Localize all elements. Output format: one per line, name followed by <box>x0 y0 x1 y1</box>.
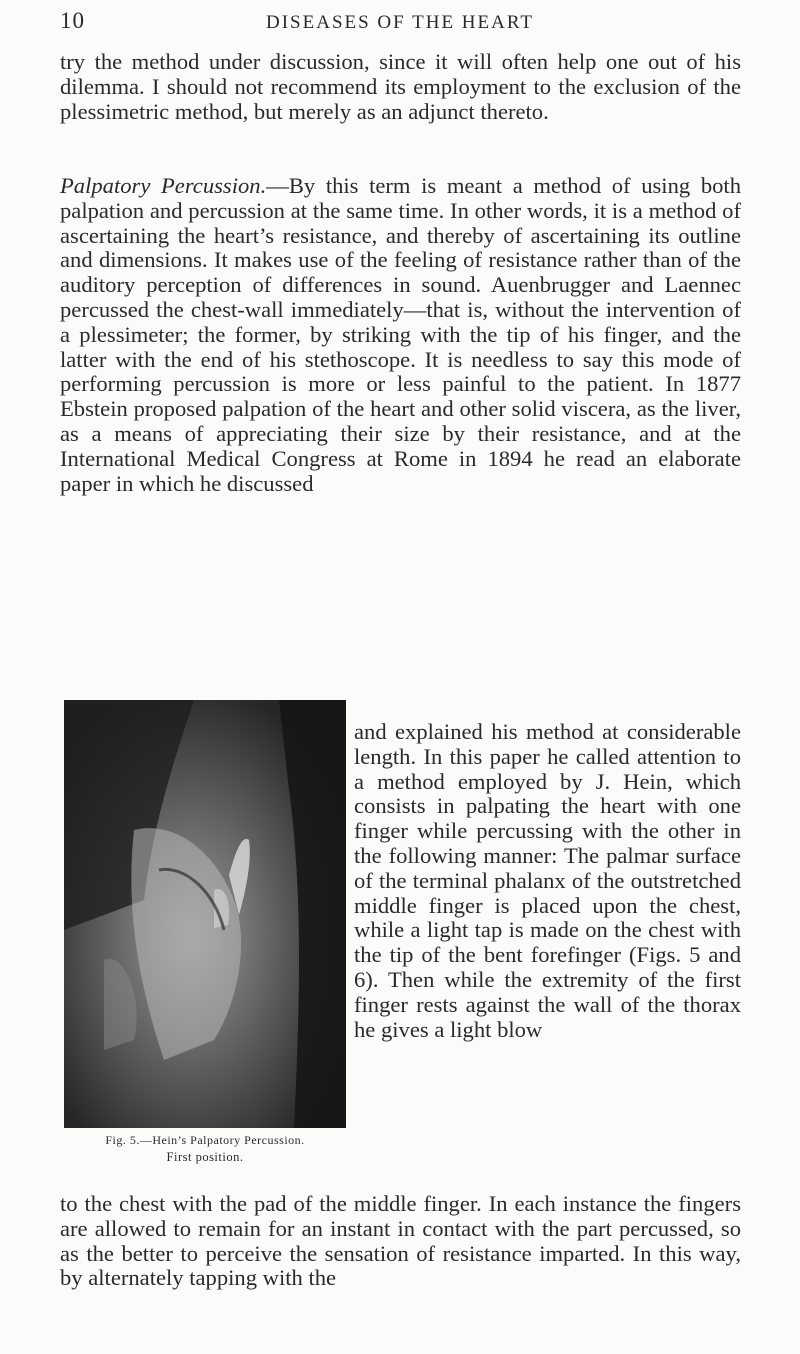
caption-title: Fig. 5.—Hein’s Palpatory Percussion. <box>105 1133 305 1147</box>
paragraph-text: —By this term is meant a method of using both palpation and percussion at the same time. In other words, it is a method of ascertaining the heart’s resistance, and thereby of ascertaining its outline and dimensions. It makes use of the feeling of resistance rather than of the auditory perception of differences in sound. Auenbrugger and Laennec percussed the chest-wall immediately—that is, without the intervention of a plessimeter; the former, by striking with the tip of his finger, and the latter with the end of his stethoscope. It is needless to say this mode of performing percussion is more or less painful to the patient. In 1877 Ebstein proposed palpation of the heart and other solid viscera, as the liver, as a means of appreciating their size by their resistance, and at the International Medical Congress at Rome in 1894 he read an elaborate paper in which he discussed <box>60 173 741 496</box>
paragraph-palpatory-percussion <box>60 174 741 496</box>
paragraph-continuation: to the chest with the pad of the middle finger. In each instance the fingers are allowed to remain for an instant in contact with the part percussed, so as the better to perceive the sensation of resistance imparted. In this way, by alternately tapping with the <box>60 1191 741 1291</box>
figure-illustration <box>64 700 346 1128</box>
page-number: 10 <box>60 8 85 33</box>
section-heading: Palpatory Percussion. <box>60 173 267 198</box>
hand-percussion-photo <box>64 700 346 1128</box>
caption-subtitle: First position. <box>166 1150 244 1164</box>
paragraph-hein-method: and explained his method at considerable length. In this paper he called attention to a method employed by J. Hein, which consists in palpating the heart with one finger while percussing with the other in the following manner: The palmar surface of the terminal phalanx of the outstretched middle finger is placed upon the chest, while a light tap is made on the chest with the tip of the bent forefinger (Figs. 5 and 6). Then while the extremity of the first finger rests against the wall of the thorax he gives a light blow <box>354 719 741 1042</box>
running-head: DISEASES OF THE HEART <box>266 12 534 33</box>
page-header <box>0 6 800 36</box>
figure-caption <box>60 1132 350 1166</box>
paragraph-intro: try the method under discussion, since it will often help one out of his dilemma. I should not recommend its employment to the exclusion of the plessimetric method, but merely as an adjunct thereto. <box>60 49 741 124</box>
